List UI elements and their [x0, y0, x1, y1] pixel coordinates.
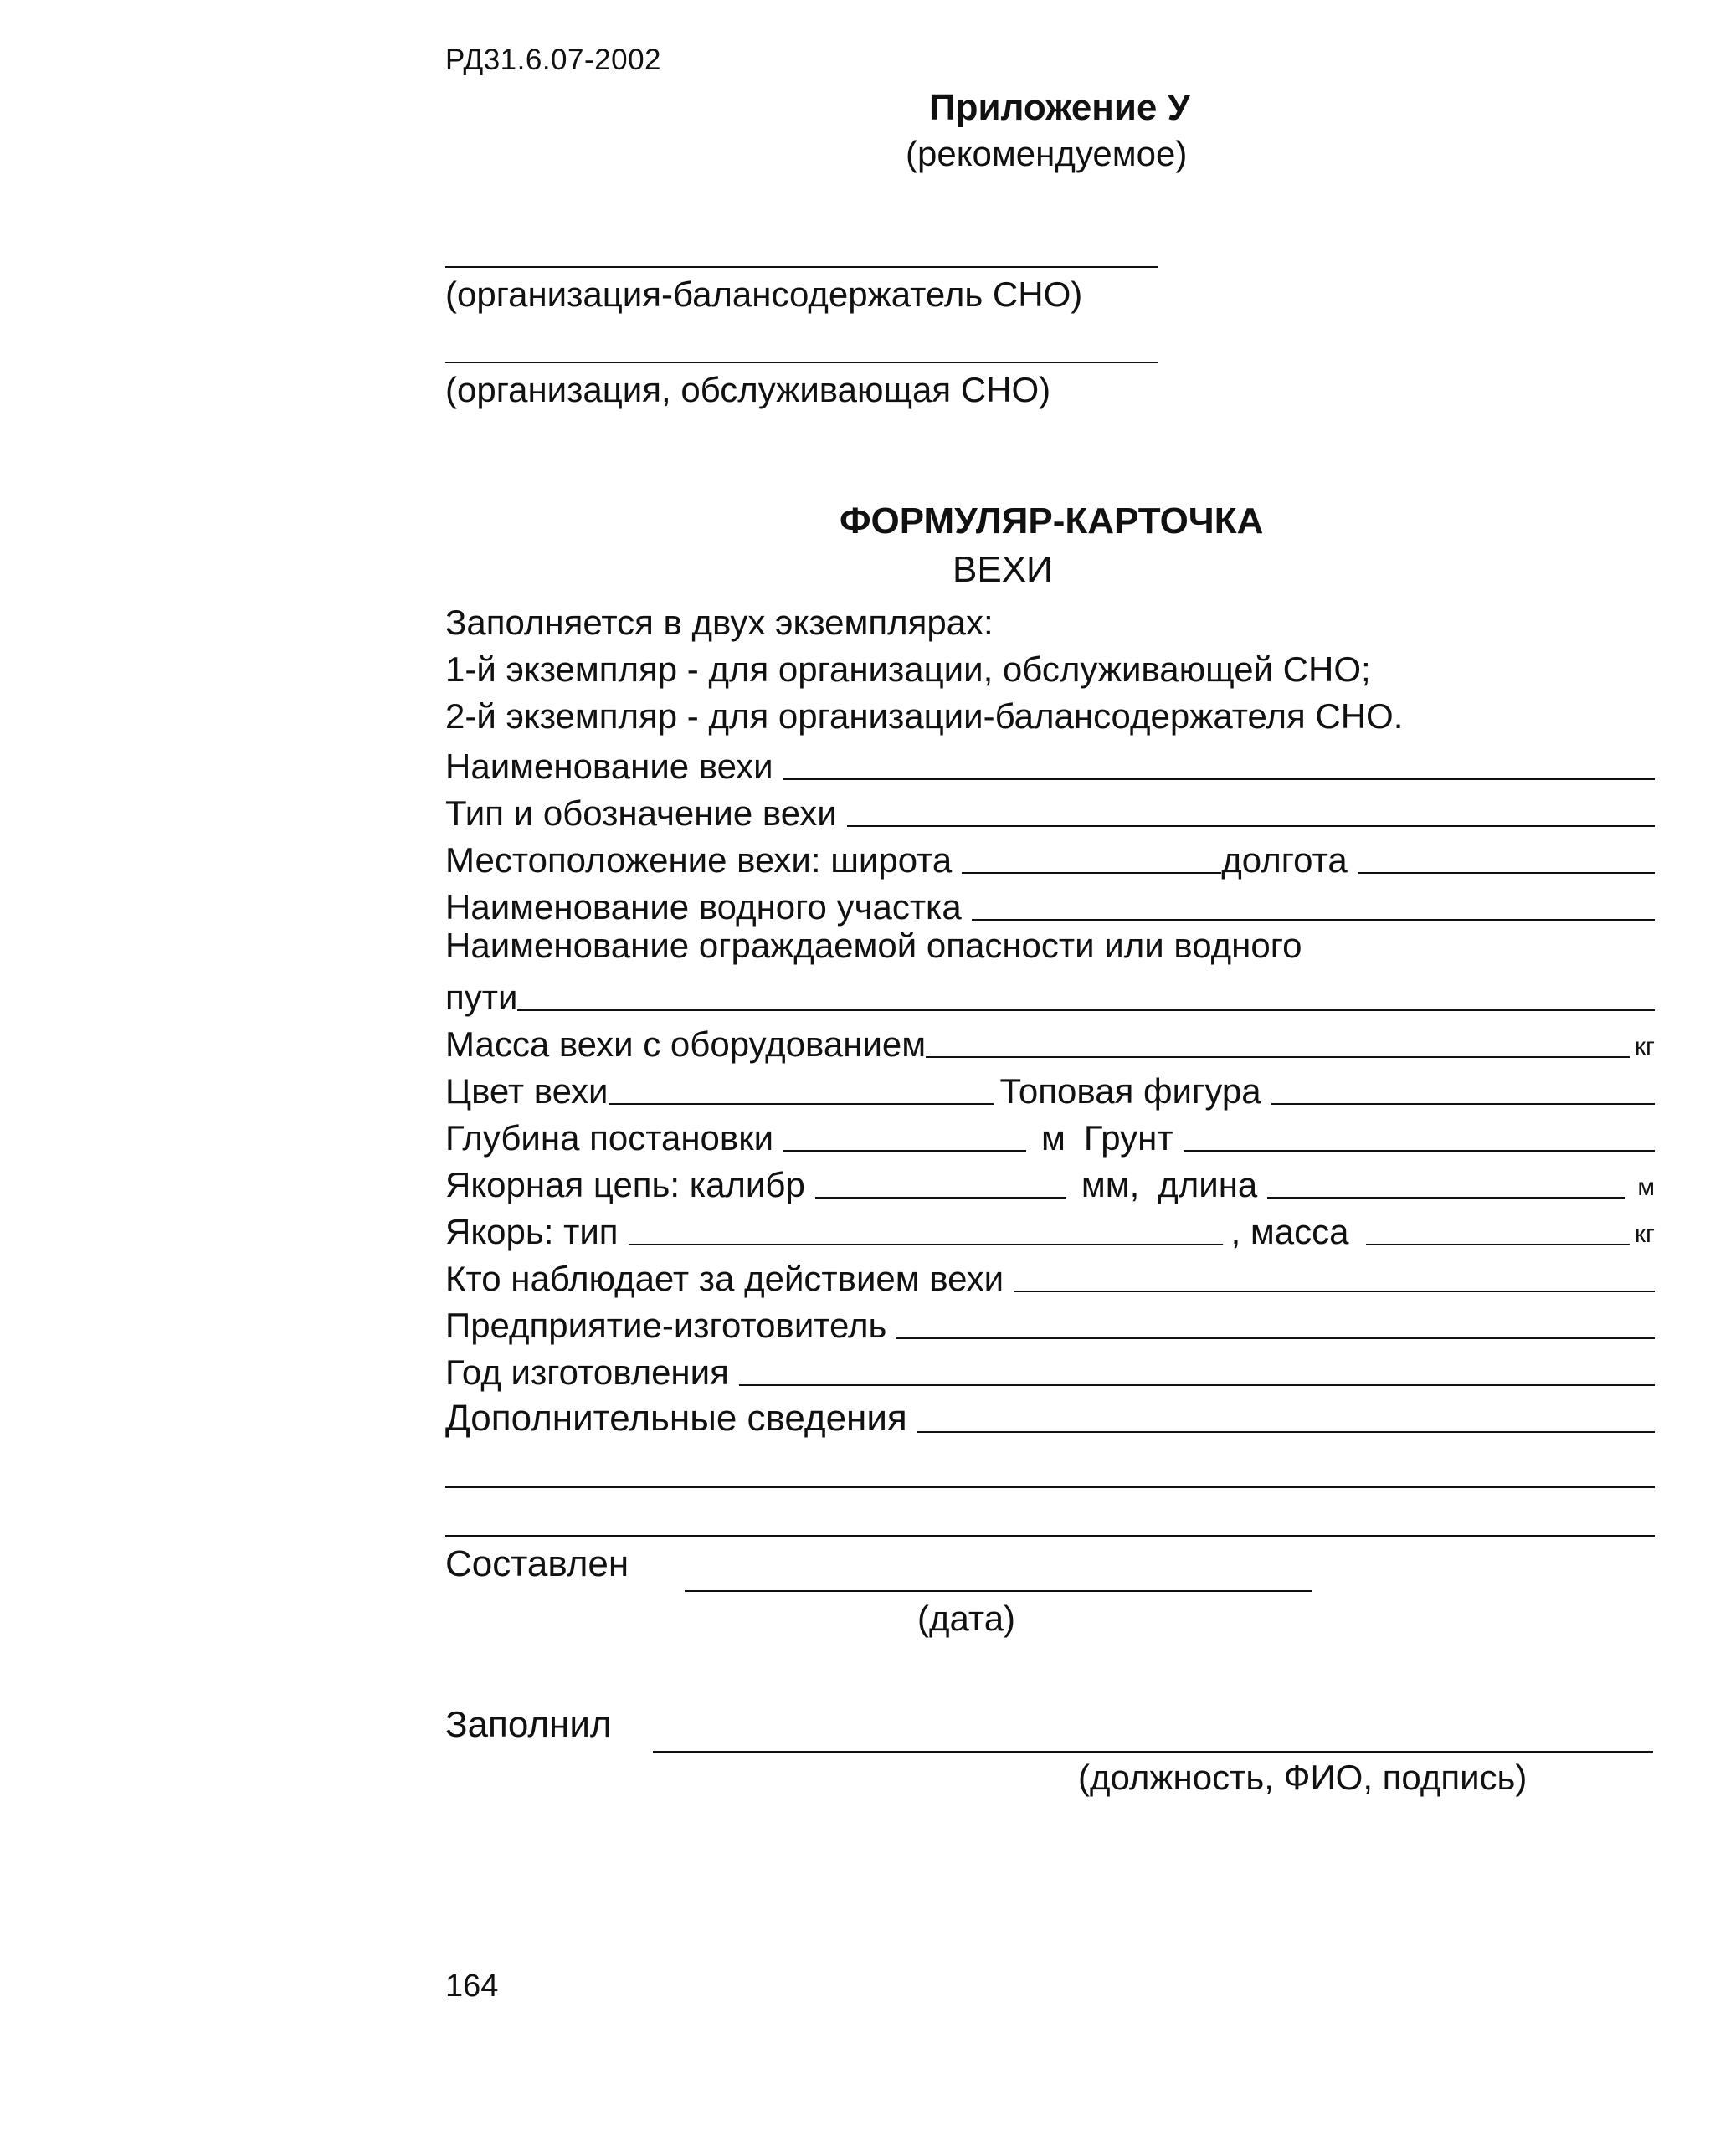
field-additional-line-3[interactable]	[445, 1535, 1655, 1537]
field-top-figure-label: Топовая фигура	[999, 1071, 1261, 1111]
filled-by-label: Заполнил	[445, 1704, 612, 1745]
field-anchor-type-line[interactable]	[629, 1244, 1223, 1245]
field-length-label: длина	[1158, 1165, 1258, 1204]
field-year-row	[445, 1346, 1655, 1393]
field-type-label: Тип и обозначение вехи	[445, 793, 837, 833]
field-danger-label-cont: пути	[445, 978, 518, 1017]
field-latitude-label: Местоположение вехи: широта	[445, 840, 953, 880]
field-longitude-label: долгота	[1221, 840, 1348, 880]
field-ground-line[interactable]	[1184, 1150, 1655, 1152]
instruction-line: 1-й экземпляр - для организации, обслуживающей СНО;	[445, 649, 1371, 689]
field-mass-row	[445, 1018, 1655, 1065]
field-length-line[interactable]	[1267, 1197, 1625, 1199]
page-number: 164	[445, 1969, 499, 2004]
balance-holder-line[interactable]	[445, 266, 1158, 268]
field-color-label: Цвет вехи	[445, 1071, 609, 1111]
field-depth-unit: м	[1041, 1118, 1066, 1158]
field-length-unit: м	[1637, 1173, 1655, 1201]
filled-by-caption: (должность, ФИО, подпись)	[1078, 1758, 1528, 1797]
field-observer-row	[445, 1252, 1655, 1299]
field-depth-label: Глубина постановки	[445, 1118, 774, 1158]
field-anchor-mass-unit: кг	[1634, 1220, 1655, 1248]
field-anchor-mass-label: , масса	[1230, 1212, 1349, 1251]
field-latitude-line[interactable]	[962, 872, 1221, 874]
field-additional-line-2[interactable]	[445, 1486, 1655, 1488]
field-color-row	[445, 1065, 1655, 1111]
field-year-line[interactable]	[739, 1384, 1655, 1386]
field-mass-label: Масса вехи с оборудованием	[445, 1024, 927, 1064]
servicing-org-caption: (организация, обслуживающая СНО)	[445, 370, 1051, 409]
field-manufacturer-line[interactable]	[896, 1337, 1655, 1339]
field-water-area-label: Наименование водного участка	[445, 887, 962, 927]
field-observer-line[interactable]	[1014, 1291, 1655, 1292]
field-manufacturer-row	[445, 1299, 1655, 1346]
instruction-line: 2-й экземпляр - для организации-балансодержателя СНО.	[445, 696, 1404, 736]
field-danger-row	[445, 971, 1655, 1018]
field-additional-label: Дополнительные сведения	[445, 1398, 907, 1439]
field-top-figure-line[interactable]	[1271, 1103, 1655, 1105]
field-chain-row	[445, 1158, 1655, 1205]
field-type-line[interactable]	[847, 825, 1655, 827]
field-additional-row	[445, 1393, 1655, 1440]
field-location-row	[445, 834, 1655, 880]
field-longitude-line[interactable]	[1358, 872, 1655, 874]
field-ground-label: Грунт	[1083, 1118, 1173, 1158]
field-danger-line[interactable]	[517, 1009, 1655, 1011]
compiled-label: Составлен	[445, 1543, 629, 1584]
field-name-line[interactable]	[783, 778, 1655, 780]
servicing-org-line[interactable]	[445, 362, 1158, 363]
field-depth-line[interactable]	[783, 1150, 1026, 1152]
compiled-date-line[interactable]	[685, 1590, 1312, 1592]
form-title: ФОРМУЛЯР-КАРТОЧКА	[840, 501, 1264, 542]
field-chain-label: Якорная цепь: калибр	[445, 1165, 805, 1204]
date-caption: (дата)	[917, 1599, 1016, 1638]
field-observer-label: Кто наблюдает за действием вехи	[445, 1259, 1004, 1298]
field-type-row	[445, 787, 1655, 834]
field-depth-row	[445, 1111, 1655, 1158]
field-anchor-row	[445, 1205, 1655, 1252]
field-mass-line[interactable]	[926, 1056, 1630, 1058]
field-anchor-mass-line[interactable]	[1366, 1244, 1630, 1245]
field-chain-caliber-line[interactable]	[815, 1197, 1066, 1199]
appendix-title: Приложение У	[929, 87, 1190, 128]
filled-by-line[interactable]	[653, 1751, 1653, 1753]
field-name-row	[445, 740, 1655, 787]
field-danger-label: Наименование ограждаемой опасности или водного	[445, 926, 1302, 965]
balance-holder-caption: (организация-балансодержатель СНО)	[445, 275, 1083, 314]
document-code: РД31.6.07-2002	[445, 44, 661, 76]
appendix-subtitle: (рекомендуемое)	[906, 134, 1188, 173]
field-name-label: Наименование вехи	[445, 747, 773, 786]
form-subtitle: ВЕХИ	[953, 549, 1053, 590]
field-water-area-row	[445, 880, 1655, 927]
field-manufacturer-label: Предприятие-изготовитель	[445, 1306, 887, 1345]
field-color-line[interactable]	[609, 1103, 994, 1105]
field-chain-unit: мм,	[1081, 1165, 1140, 1204]
field-water-area-line[interactable]	[972, 919, 1655, 921]
field-year-label: Год изготовления	[445, 1353, 729, 1392]
instruction-line: Заполняется в двух экземплярах:	[445, 603, 994, 642]
field-mass-unit: кг	[1634, 1033, 1655, 1060]
field-anchor-label: Якорь: тип	[445, 1212, 619, 1251]
field-additional-line[interactable]	[917, 1431, 1655, 1433]
